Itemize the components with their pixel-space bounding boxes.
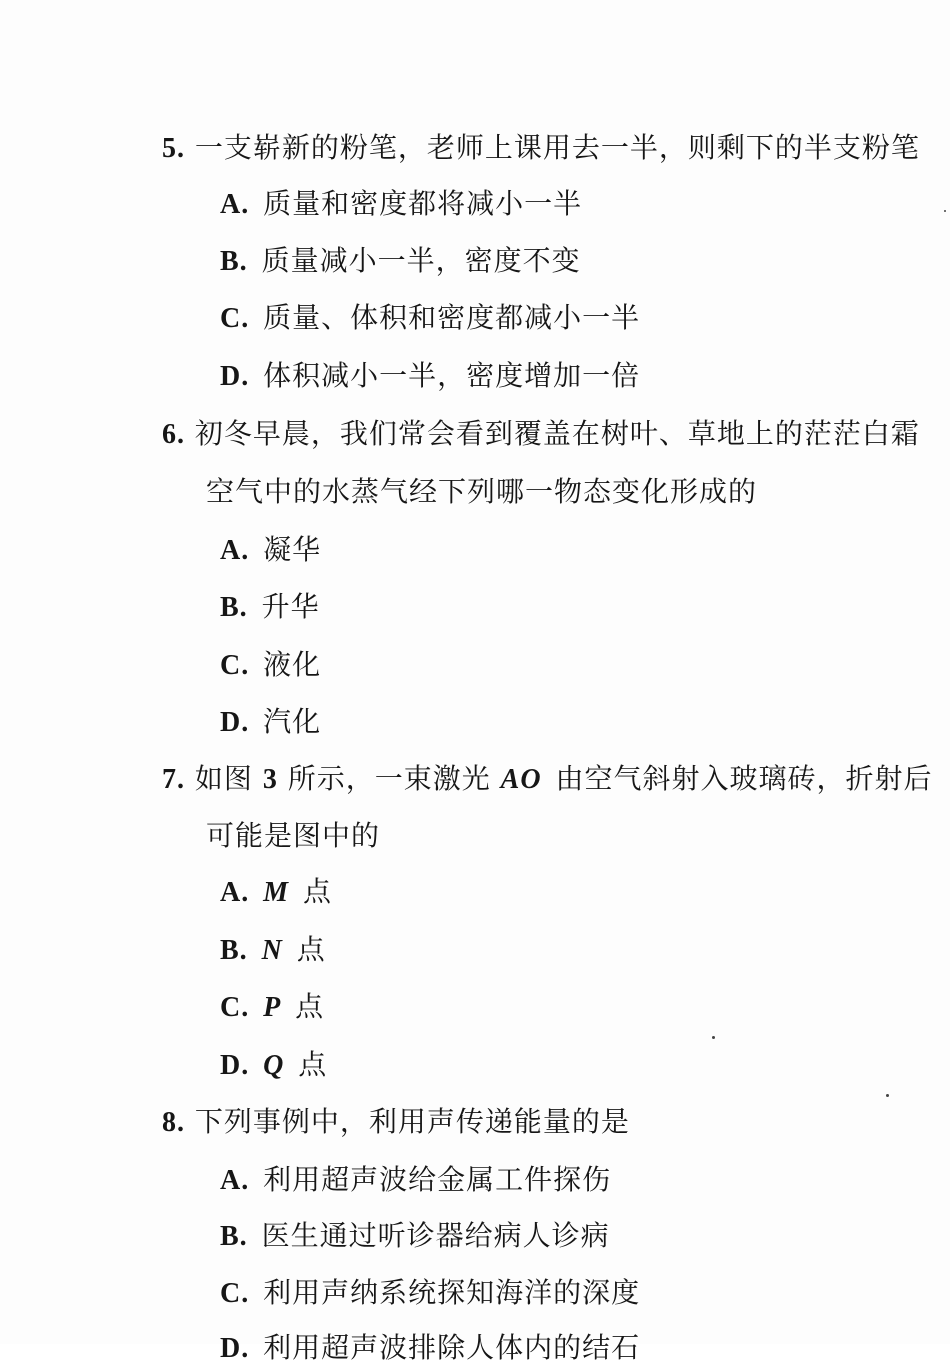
question-7-option-d[interactable] xyxy=(220,1045,327,1085)
question-5-stem xyxy=(162,128,920,168)
option-letter: C. xyxy=(220,650,250,681)
question-8-option-d[interactable] xyxy=(220,1328,640,1368)
question-7-number: 7. xyxy=(162,764,185,795)
option-letter: A. xyxy=(220,189,250,220)
question-7-text-pre: 如图 xyxy=(194,762,253,795)
question-6-text-line-2: 空气中的水蒸气经下列哪一物态变化形成的 xyxy=(206,475,758,508)
question-6-option-d[interactable] xyxy=(220,702,321,742)
question-5-option-b[interactable] xyxy=(220,241,581,281)
option-text: 点 xyxy=(296,933,326,966)
question-7-option-a[interactable] xyxy=(220,872,332,912)
question-7-text-post: 由空气斜射入玻璃砖，折射后 xyxy=(555,762,933,795)
question-8-option-b[interactable] xyxy=(220,1216,610,1256)
question-6-stem xyxy=(162,414,920,454)
question-8-text: 下列事例中，利用声传递能量的是 xyxy=(194,1105,630,1138)
question-6-option-c[interactable] xyxy=(220,645,321,685)
point-label: Q xyxy=(263,1050,285,1081)
question-5-number: 5. xyxy=(162,133,185,164)
option-letter: D. xyxy=(220,707,250,738)
option-text: 质量减小一半，密度不变 xyxy=(261,244,581,277)
question-5-option-c[interactable] xyxy=(220,298,640,338)
option-text: 点 xyxy=(298,1048,328,1081)
question-5-text: 一支崭新的粉笔，老师上课用去一半，则剩下的半支粉笔 xyxy=(194,131,920,164)
scan-speck xyxy=(944,210,946,212)
question-5-option-a[interactable] xyxy=(220,184,582,224)
option-text: 利用声纳系统探知海洋的深度 xyxy=(263,1276,641,1309)
option-text: 液化 xyxy=(263,648,322,681)
scan-speck xyxy=(886,1094,889,1097)
question-8-number: 8. xyxy=(162,1107,185,1138)
option-text: 升华 xyxy=(261,590,320,623)
option-text: 利用超声波排除人体内的结石 xyxy=(263,1331,641,1364)
figure-number: 3 xyxy=(262,764,278,795)
option-letter: D. xyxy=(220,1333,250,1364)
question-8-option-c[interactable] xyxy=(220,1273,640,1313)
point-label: P xyxy=(263,992,282,1023)
option-letter: C. xyxy=(220,1278,250,1309)
scan-speck xyxy=(712,1036,715,1039)
question-7-option-b[interactable] xyxy=(220,930,326,970)
option-letter: A. xyxy=(220,1165,250,1196)
option-letter: C. xyxy=(220,992,250,1023)
question-7-stem xyxy=(162,759,932,799)
question-6-text-line-1: 初冬早晨，我们常会看到覆盖在树叶、草地上的茫茫白霜 xyxy=(194,417,920,450)
option-letter: B. xyxy=(220,246,248,277)
option-text: 体积减小一半，密度增加一倍 xyxy=(263,359,641,392)
option-text: 医生通过听诊器给病人诊病 xyxy=(261,1219,610,1252)
option-text: 利用超声波给金属工件探伤 xyxy=(263,1163,612,1196)
option-letter: D. xyxy=(220,1050,250,1081)
option-letter: B. xyxy=(220,592,248,623)
option-letter: D. xyxy=(220,361,250,392)
question-8-stem xyxy=(162,1102,630,1142)
option-text: 汽化 xyxy=(263,705,322,738)
option-text: 质量、体积和密度都减小一半 xyxy=(263,301,641,334)
question-6-number: 6. xyxy=(162,419,185,450)
question-7-text-mid: 所示，一束激光 xyxy=(287,762,491,795)
option-letter: A. xyxy=(220,535,250,566)
option-letter: A. xyxy=(220,877,250,908)
point-label: M xyxy=(263,877,290,908)
question-6-option-a[interactable] xyxy=(220,530,321,570)
option-text: 点 xyxy=(295,990,325,1023)
option-text: 点 xyxy=(302,875,332,908)
question-7-text-line-2: 可能是图中的 xyxy=(206,819,381,852)
ray-label: AO xyxy=(500,764,542,795)
option-letter: B. xyxy=(220,1221,248,1252)
question-8-option-a[interactable] xyxy=(220,1160,611,1200)
option-letter: C. xyxy=(220,303,250,334)
question-6-option-b[interactable] xyxy=(220,587,320,627)
option-text: 质量和密度都将减小一半 xyxy=(263,187,583,220)
option-text: 凝华 xyxy=(263,533,322,566)
point-label: N xyxy=(261,935,283,966)
question-7-option-c[interactable] xyxy=(220,987,324,1027)
option-letter: B. xyxy=(220,935,248,966)
question-5-option-d[interactable] xyxy=(220,356,640,396)
